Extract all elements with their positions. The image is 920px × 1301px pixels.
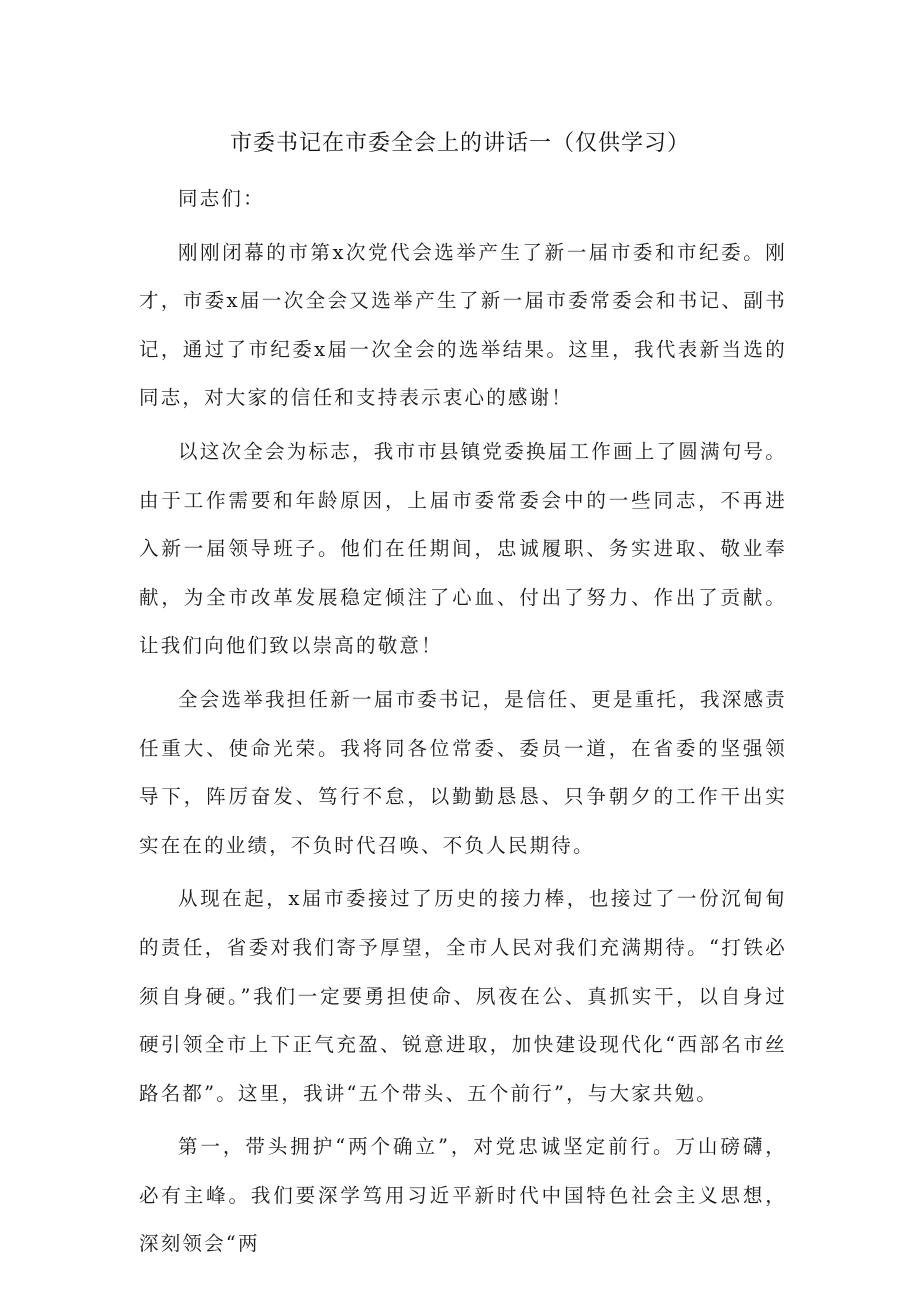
salutation: 同志们： [178, 187, 265, 210]
document-body [139, 175, 787, 1269]
paragraph-3: 全会选举我担任新一届市委书记，是信任、更是重托，我深感责任重大、使命光荣。我将同各位常委、委员一道，在省委的坚强领导下，阵厉奋发、笃行不怠，以勤勤恳恳、只争朝夕的工作干出实实在在的业绩，不负时代召唤、不负人民期待。 [139, 687, 787, 857]
paragraph-1: 刚刚闭幕的市第x次党代会选举产生了新一届市委和市纪委。刚才，市委x届一次全会又选举产生了新一届市委常委会和书记、副书记，通过了市纪委x届一次全会的选举结果。这里，我代表新当选的同志，对大家的信任和支持表示衷心的感谢！ [139, 240, 787, 410]
paragraph-5: 第一，带头拥护“两个确立”，对党忠诚坚定前行。万山磅礴，必有主峰。我们要深学笃用习近平新时代中国特色社会主义思想，深刻领会“两 [139, 1135, 787, 1256]
paragraph-4: 从现在起，x届市委接过了历史的接力棒，也接过了一份沉甸甸的责任，省委对我们寄予厚望，全市人民对我们充满期待。“打铁必须自身硬。”我们一定要勇担使命、夙夜在公、真抓实干，以自身过硬引领全市上下正气充盈、锐意进取，加快建设现代化“西部名市丝路名都”。这里，我讲“五个带头、五个前行”，与大家共勉。 [139, 887, 787, 1105]
document-title: 市委书记在市委全会上的讲话一（仅供学习） [229, 131, 690, 156]
paragraph-2: 以这次全会为标志，我市市县镇党委换届工作画上了圆满句号。由于工作需要和年龄原因，上届市委常委会中的一些同志，不再进入新一届领导班子。他们在任期间，忠诚履职、务实进取、敬业奉献，为全市改革发展稳定倾注了心血、付出了努力、作出了贡献。让我们向他们致以崇高的敬意！ [139, 439, 787, 658]
